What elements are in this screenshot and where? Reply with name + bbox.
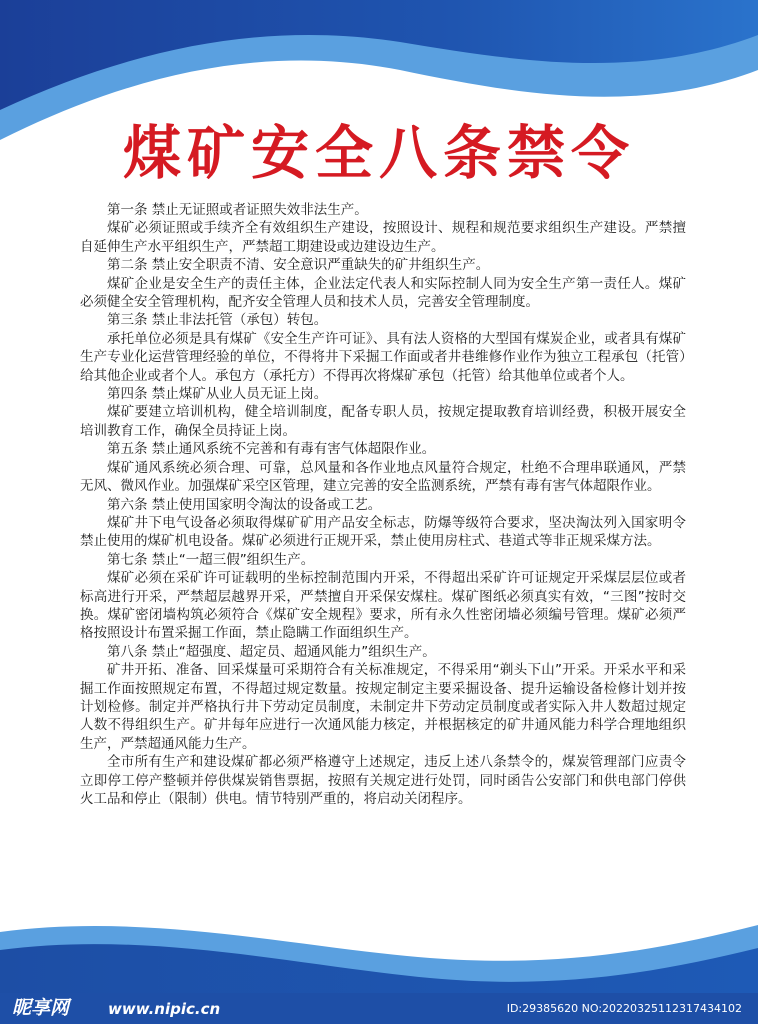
article-3-body: 承托单位必须是具有煤矿《安全生产许可证》、具有法人资格的大型国有煤炭企业，或者具有煤矿生产专业化运营管理经验的单位，不得将井下采掘工作面或者井巷维修作业作为独立工程承包（托管）给其他企业或者个人。承包方（承托方）不得再次将煤矿承包（托管）给其他单位或者个人。 (80, 330, 686, 384)
regulation-text (80, 201, 686, 808)
article-5-body: 煤矿通风系统必须合理、可靠，总风量和各作业地点风量符合规定，杜绝不合理串联通风，严禁无风、微风作业。加强煤矿采空区管理，建立完善的安全监测系统，严禁有毒有害气体超限作业。 (80, 459, 686, 495)
article-1-body: 煤矿必须证照或手续齐全有效组织生产建设，按照设计、规程和规范要求组织生产建设。严禁擅自延伸生产水平组织生产，严禁超工期建设或边建设边生产。 (80, 220, 686, 255)
article-1-heading: 第一条 禁止无证照或者证照失效非法生产。 (107, 202, 368, 218)
article-2-heading: 第二条 禁止安全职责不清、安全意识严重缺失的矿井组织生产。 (107, 257, 490, 274)
closing-paragraph: 全市所有生产和建设煤矿都必须严格遵守上述规定，违反上述八条禁令的，煤炭管理部门应责令立即停工停产整顿并停供煤炭销售票据，按照有关规定进行处罚，同时函告公安部门和供电部门停供火工品和停止（限制）供电。情节特别严重的，将启动关闭程序。 (80, 754, 686, 807)
watermark-url: www.nipic.cn (108, 1000, 221, 1018)
article-8-body: 矿井开拓、准备、回采煤量可采期符合有关标准规定，不得采用“剃头下山”开采。开采水平和采掘工作面按照规定布置，不得超过规定数量。按规定制定主要采掘设备、提升运输设备检修计划并按计划检修。制定并严格执行井下劳动定员制度，未制定井下劳动定员制度或者实际入井人数超过规定人数不得组织生产。矿井每年应进行一次通风能力核定，并根据核定的矿井通风能力科学合理地组织生产，严禁超通风能力生产。 (80, 662, 686, 752)
article-7-heading: 第七条 禁止“一超三假”组织生产。 (107, 551, 315, 568)
article-2-body: 煤矿企业是安全生产的责任主体，企业法定代表人和实际控制人同为安全生产第一责任人。煤矿必须健全安全管理机构，配齐安全管理人员和技术人员，完善安全管理制度。 (80, 275, 686, 311)
watermark-logo: 昵享网 (12, 997, 70, 1019)
article-7-body: 煤矿必须在采矿许可证载明的坐标控制范围内开采，不得超出采矿许可证规定开采煤层层位或者标高进行开采，严禁超层越界开采，严禁擅自开采保安煤柱。煤矿图纸必须真实有效，“三图”按时交换。煤矿密闭墙构筑必须符合《煤矿安全规程》要求，所有永久性密闭墙必须编号管理。煤矿必须严格按照设计布置采掘工作面，禁止隐瞒工作面组织生产。 (80, 570, 686, 642)
watermark-image-id: ID:29385620 NO:20220325112317434102 (506, 1002, 742, 1015)
article-3-heading: 第三条 禁止非法托管（承包）转包。 (107, 312, 328, 329)
article-4-heading: 第四条 禁止煤矿从业人员无证上岗。 (107, 386, 328, 403)
article-5-heading: 第五条 禁止通风系统不完善和有毒有害气体超限作业。 (107, 441, 436, 458)
poster-title: 煤矿安全八条禁令 (122, 119, 635, 187)
article-6-heading: 第六条 禁止使用国家明令淘汰的设备或工艺。 (107, 496, 382, 513)
article-4-body: 煤矿要建立培训机构，健全培训制度，配备专职人员，按规定提取教育培训经费，积极开展安全培训教育工作，确保全员持证上岗。 (80, 404, 686, 439)
article-8-heading: 第八条 禁止“超强度、超定员、超通风能力”组织生产。 (107, 643, 436, 660)
article-6-body: 煤矿井下电气设备必须取得煤矿矿用产品安全标志，防爆等级符合要求，坚决淘汰列入国家明令禁止使用的煤矿机电设备。煤矿必须进行正规开采，禁止使用房柱式、巷道式等非正规采煤方法。 (80, 514, 686, 550)
